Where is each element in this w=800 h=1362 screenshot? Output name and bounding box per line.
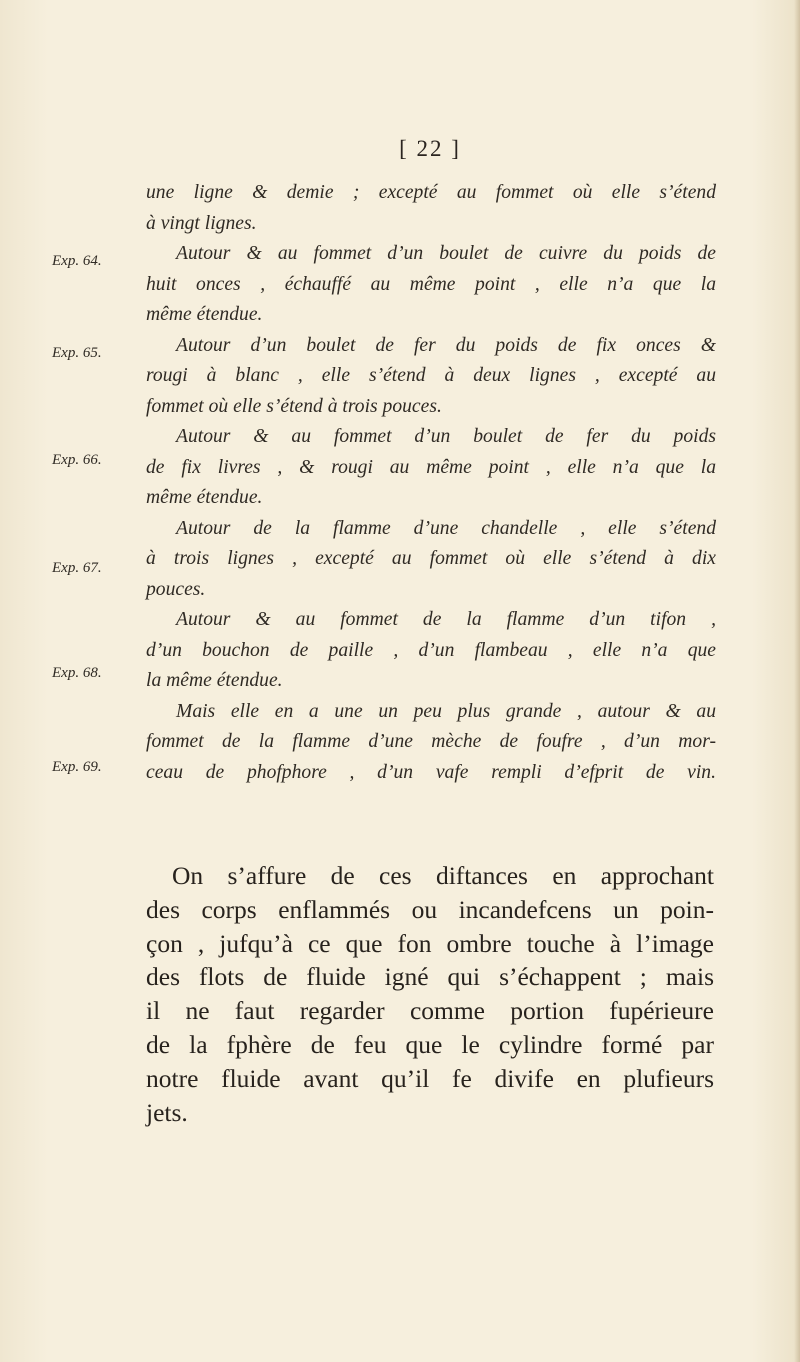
margin-note-exp-65: Exp. 65. [52, 345, 102, 361]
text-line: de la fphère de feu que le cylindre formé par [146, 1029, 714, 1059]
text-line: Autour d’un boulet de fer du poids de fix onces & [176, 334, 716, 356]
text-line: Mais elle en a une un peu plus grande , autour & au [176, 700, 716, 722]
text-line: rougi à blanc , elle s’étend à deux lignes , excepté au [146, 365, 716, 386]
text-line: Autour & au fommet d’un boulet de fer du poids [176, 426, 716, 447]
text-line: même étendue. [146, 304, 263, 325]
text-line: la même étendue. [146, 670, 283, 691]
margin-note-exp-67: Exp. 67. [52, 560, 102, 576]
text-line: des flots de fluide igné qui s’échappent ; mais [146, 962, 714, 992]
text-line: d’un bouchon de paille , d’un flambeau , elle n’a que [146, 639, 716, 661]
text-line: Autour & au fommet de la flamme d’un tifon , [176, 609, 716, 630]
text-line: une ligne & demie ; excepté au fommet où elle s’étend [146, 182, 716, 203]
margin-note-exp-66: Exp. 66. [52, 452, 102, 468]
text-line: notre fluide avant qu’il fe divife en plufieurs [146, 1063, 714, 1093]
text-line: huit onces , échauffé au même point , elle n’a que la [146, 273, 716, 295]
text-line: Autour & au fommet d’un boulet de cuivre du poids de [176, 243, 716, 264]
experiments-text [146, 178, 716, 788]
margin-note-exp-64: Exp. 64. [52, 253, 102, 269]
text-line: Autour de la flamme d’une chandelle , elle s’étend [176, 517, 716, 539]
text-line: fommet de la flamme d’une mèche de foufre , d’un mor- [146, 731, 716, 752]
text-line: ceau de phofphore , d’un vafe rempli d’efprit de vin. [146, 761, 716, 783]
text-line: fommet où elle s’étend à trois pouces. [146, 395, 442, 417]
text-line: On s’affure de ces diftances en approchant [172, 861, 714, 890]
page-number: [ 22 ] [399, 136, 461, 161]
body-paragraph [146, 859, 714, 1129]
text-line: de fix livres , & rougi au même point , elle n’a que la [146, 456, 716, 478]
text-line: pouces. [146, 578, 206, 600]
text-line: des corps enflammés ou incandefcens un poin- [146, 894, 714, 924]
text-line: à trois lignes , excepté au fommet où elle s’étend à dix [146, 548, 716, 569]
text-line: à vingt lignes. [146, 212, 257, 234]
text-line: il ne faut regarder comme portion fupérieure [146, 996, 714, 1026]
text-line: jets. [146, 1097, 188, 1127]
page-edge-shadow [794, 0, 800, 1362]
text-line: çon , jufqu’à ce que fon ombre touche à l’image [146, 928, 714, 958]
margin-note-exp-69: Exp. 69. [52, 759, 102, 775]
text-line: même étendue. [146, 487, 263, 508]
margin-note-exp-68: Exp. 68. [52, 665, 102, 681]
